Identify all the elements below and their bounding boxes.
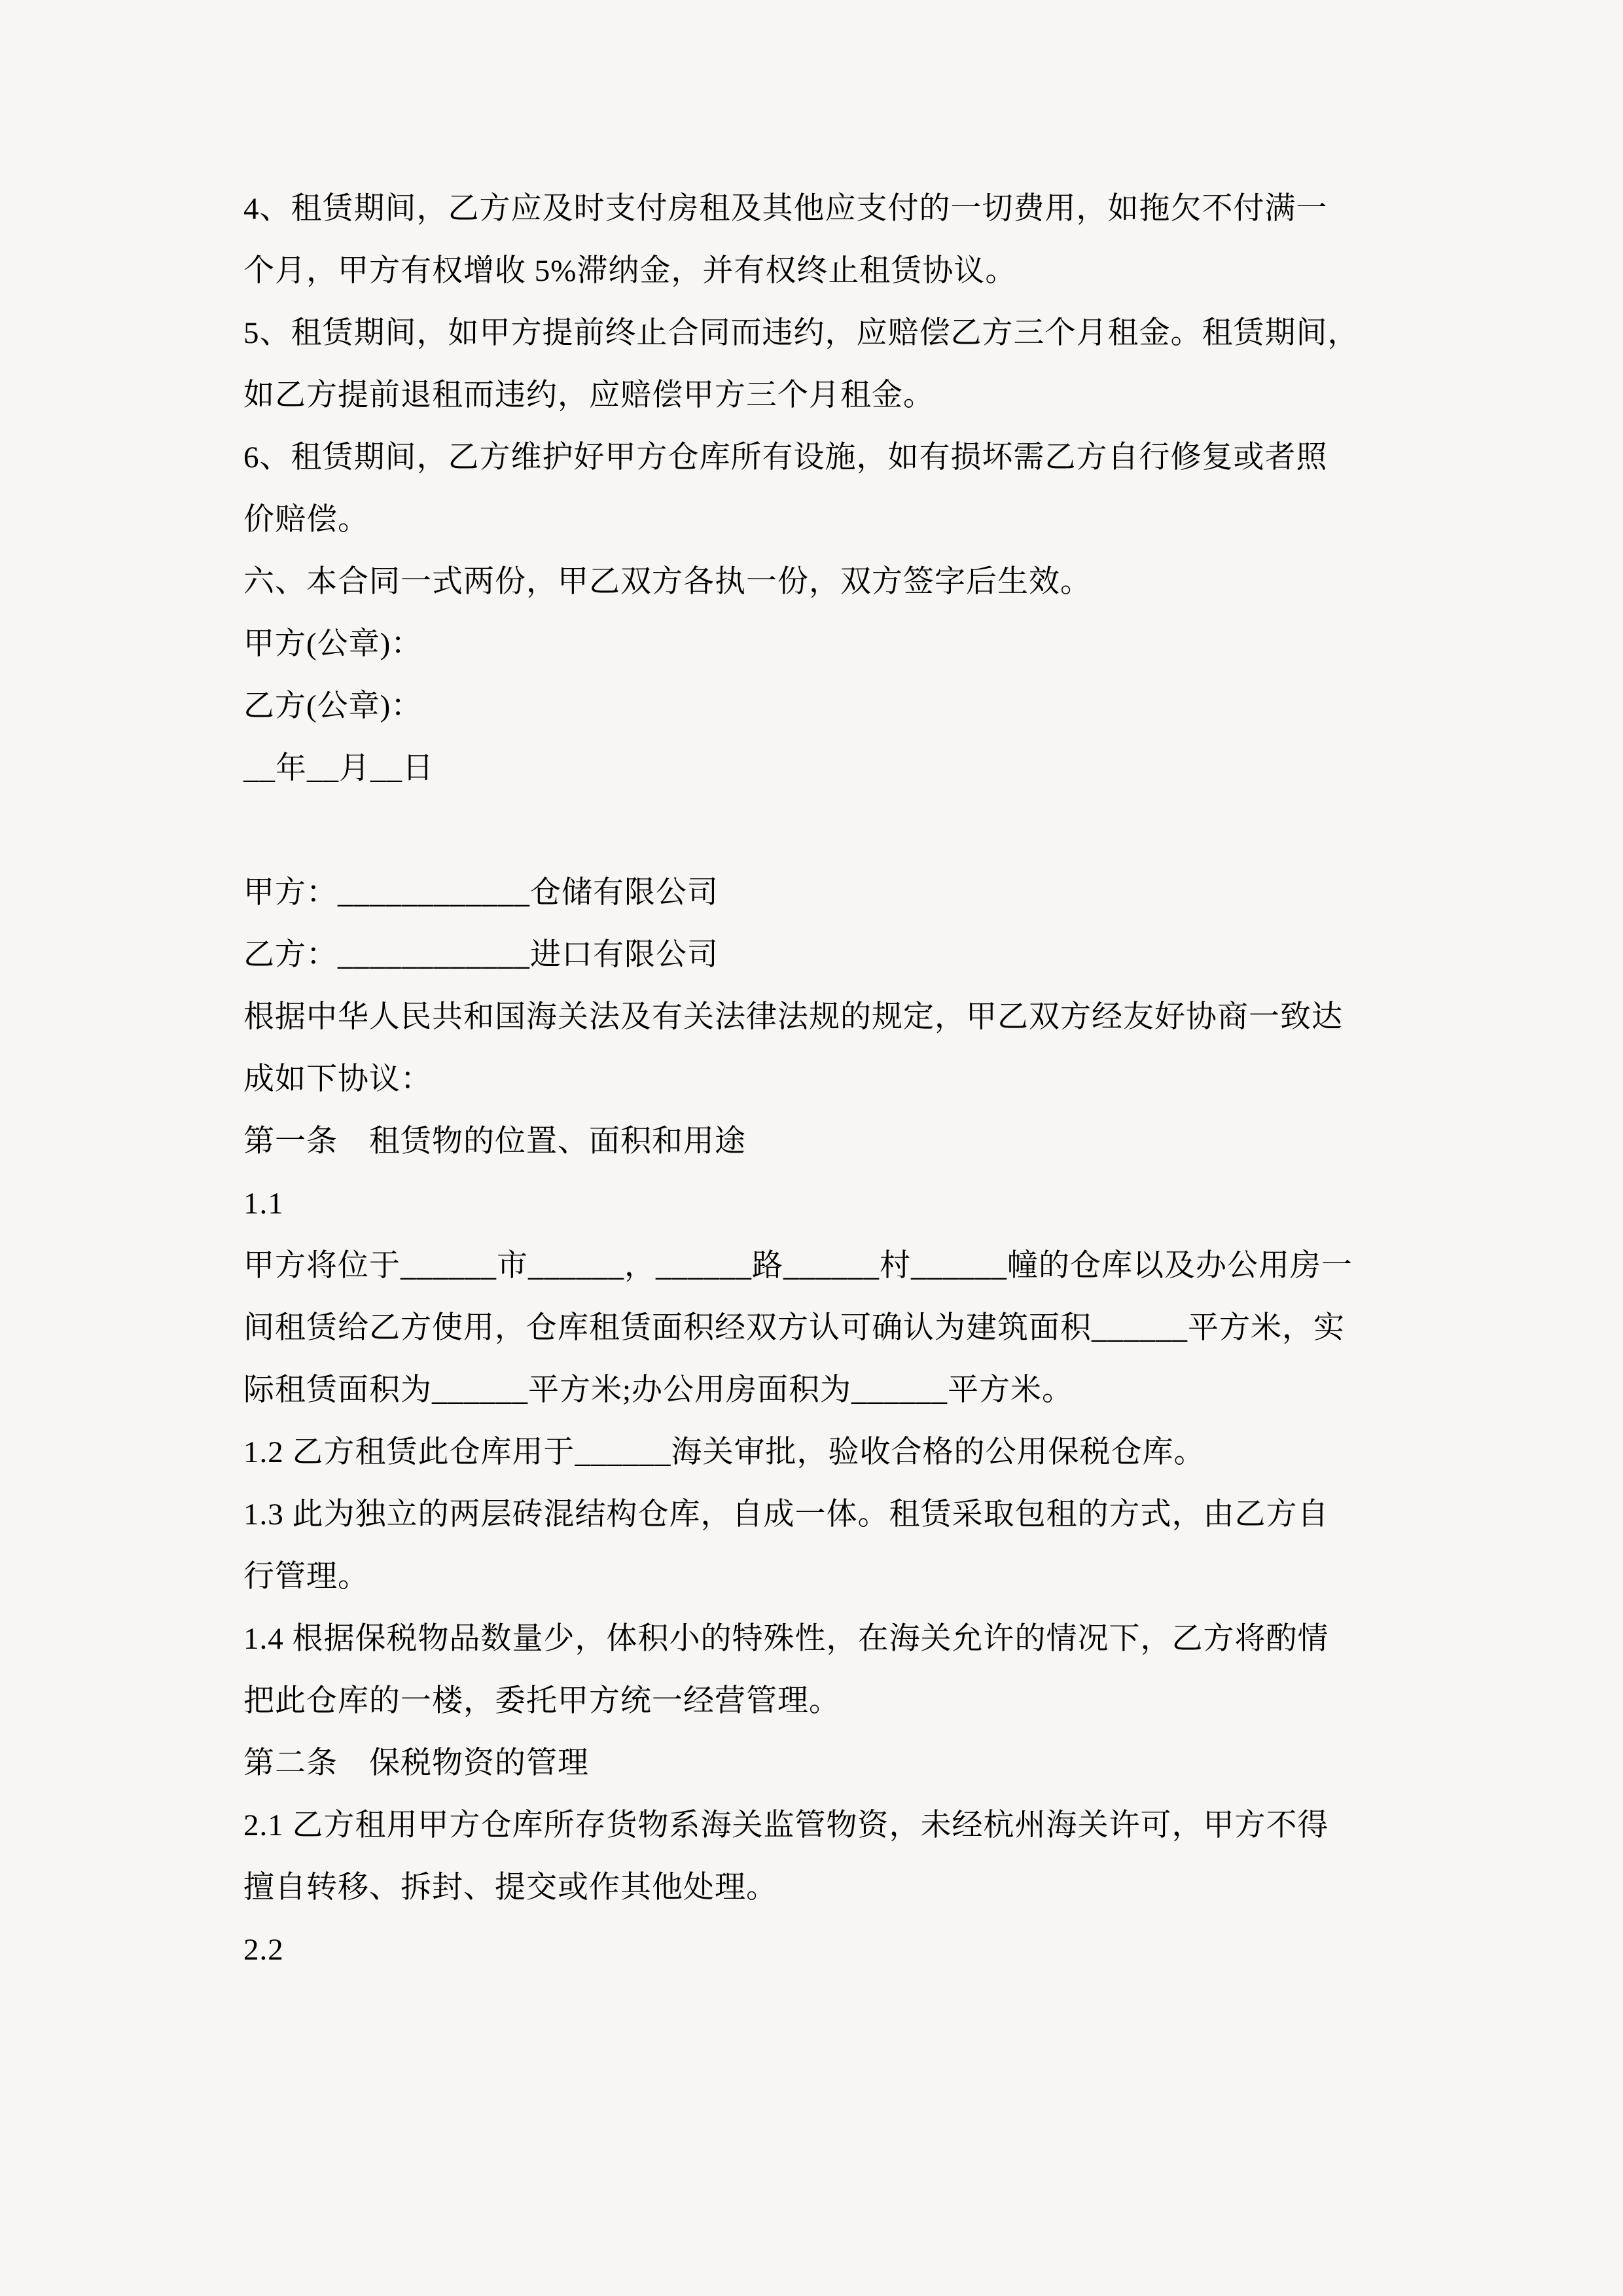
document-line: 甲方(公章)： — [243, 627, 423, 661]
document-line: 六、本合同一式两份，甲乙双方各执一份，双方签字后生效。 — [243, 565, 1092, 599]
document-line: 乙方：____________进口有限公司 — [243, 938, 719, 972]
document-line: 个月，甲方有权增收 5%滞纳金，并有权终止租赁协议。 — [243, 254, 1017, 288]
document-line: 1.3 此为独立的两层砖混结构仓库，自成一体。租赁采取包租的方式，由乙方自 — [243, 1498, 1329, 1532]
document-line: 第一条 租赁物的位置、面积和用途 — [243, 1124, 746, 1158]
document-line: __年__月__日 — [243, 751, 434, 785]
document-line — [243, 800, 1414, 862]
document-line: 把此仓库的一楼，委托甲方统一经营管理。 — [243, 1684, 840, 1718]
document-line: 际租赁面积为______平方米;办公用房面积为______平方米。 — [243, 1373, 1074, 1407]
document-line: 第二条 保税物资的管理 — [243, 1746, 589, 1780]
document-line: 成如下协议： — [243, 1062, 432, 1096]
document-line: 根据中华人民共和国海关法及有关法律法规的规定，甲乙双方经友好协商一致达 — [243, 1000, 1343, 1034]
document-line: 4、租赁期间，乙方应及时支付房租及其他应支付的一切费用，如拖欠不付满一 — [243, 192, 1328, 226]
document-line: 价赔偿。 — [243, 503, 369, 537]
document-line: 如乙方提前退租而违约，应赔偿甲方三个月租金。 — [243, 378, 935, 412]
document-line: 2.1 乙方租用甲方仓库所存货物系海关监管物资，未经杭州海关许可，甲方不得 — [243, 1808, 1329, 1842]
document-line: 1.4 根据保税物品数量少，体积小的特殊性，在海关允许的情况下，乙方将酌情 — [243, 1622, 1329, 1656]
document-line: 甲方将位于______市______，______路______村______幢的仓库以及办公用房一 — [243, 1249, 1353, 1283]
document-line: 1.2 乙方租赁此仓库用于______海关审批，验收合格的公用保税仓库。 — [243, 1435, 1205, 1469]
document-body — [243, 178, 1414, 1981]
document-line: 甲方：____________仓储有限公司 — [243, 876, 719, 910]
document-line: 间租赁给乙方使用，仓库租赁面积经双方认可确认为建筑面积______平方米，实 — [243, 1311, 1345, 1345]
document-line: 行管理。 — [243, 1560, 369, 1594]
document-line: 擅自转移、拆封、提交或作其他处理。 — [243, 1871, 777, 1905]
document-line: 5、租赁期间，如甲方提前终止合同而违约，应赔偿乙方三个月租金。租赁期间， — [243, 316, 1359, 350]
document-line: 2.2 — [243, 1933, 284, 1967]
document-line: 1.1 — [243, 1187, 284, 1221]
document-line: 6、租赁期间，乙方维护好甲方仓库所有设施，如有损坏需乙方自行修复或者照 — [243, 440, 1328, 475]
document-line: 乙方(公章)： — [243, 689, 423, 723]
